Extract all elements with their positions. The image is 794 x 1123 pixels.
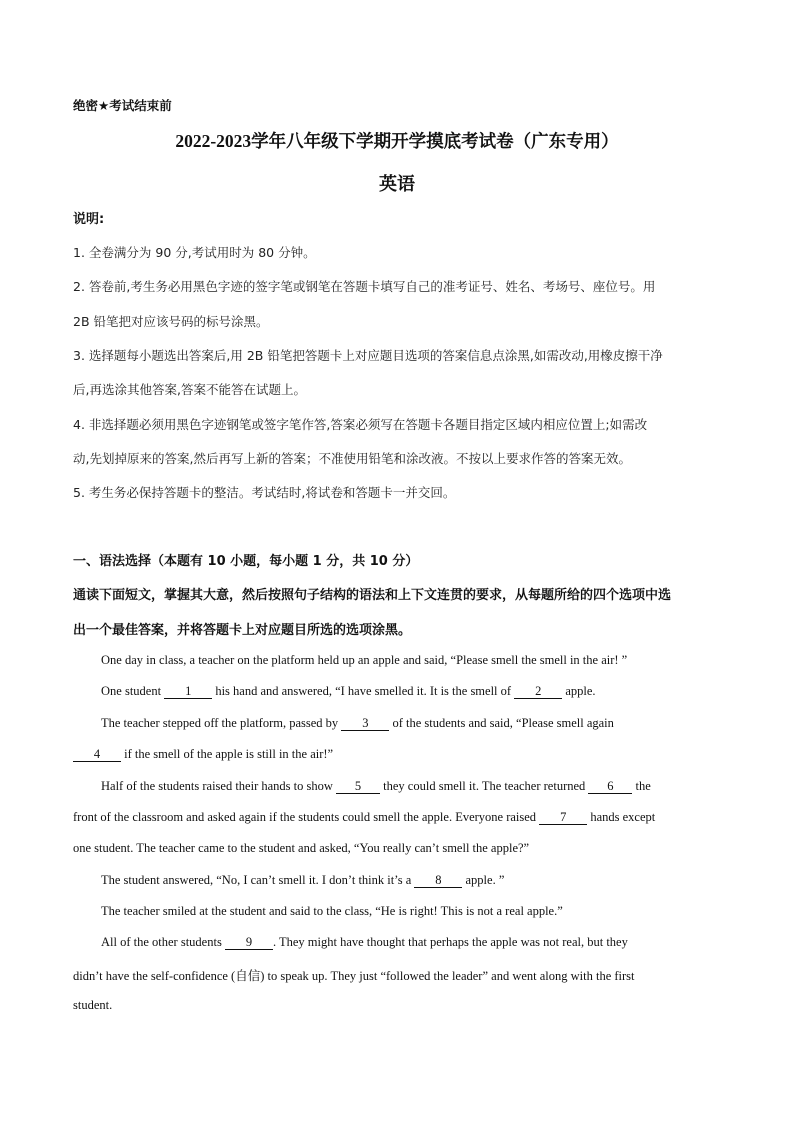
note-line: 2. 答卷前,考生务必用黑色字迹的签字笔或钢笔在答题卡填写自己的准考证号、姓名、考场号、座位号。用 — [73, 279, 656, 294]
blank-1[interactable]: 1 — [164, 685, 212, 699]
blank-4[interactable]: 4 — [73, 748, 121, 762]
passage-line: didn’t have the self-confidence (自信) to speak up. They just “followed the leader” and went along with the first — [73, 969, 635, 983]
exam-title: 2022-2023学年八年级下学期开学摸底考试卷（广东专用） — [175, 131, 619, 151]
confidential-label: 绝密★考试结束前 — [73, 98, 172, 113]
blank-6[interactable]: 6 — [588, 780, 632, 794]
passage-line: 4 if the smell of the apple is still in the air!” — [73, 747, 333, 762]
notes-heading: 说明: — [73, 212, 105, 227]
note-line: 2B 铅笔把对应该号码的标号涂黑。 — [73, 314, 269, 329]
note-line: 5. 考生务必保持答题卡的整洁。考试结时,将试卷和答题卡一并交回。 — [73, 485, 456, 500]
passage-line: The student answered, “No, I can’t smell it. I don’t think it’s a 8 apple. ” — [101, 873, 505, 887]
note-line: 3. 选择题每小题选出答案后,用 2B 铅笔把答题卡上对应题目选项的答案信息点涂黑,如需改动,用橡皮擦干净 — [73, 348, 663, 363]
subject-title: 英语 — [379, 174, 415, 195]
passage-line: One day in class, a teacher on the platform held up an apple and said, “Please smell the smell in the air! ” — [101, 653, 628, 667]
note-line: 动,先划掉原来的答案,然后再写上新的答案；不准使用铅笔和涂改液。不按以上要求作答的答案无效。 — [73, 451, 631, 466]
passage-line: front of the classroom and asked again if the students could smell the apple. Everyone raised 7 hands except — [73, 810, 656, 824]
blank-7[interactable]: 7 — [539, 811, 587, 825]
blank-2[interactable]: 2 — [514, 685, 562, 699]
passage-line: The teacher stepped off the platform, passed by 3 of the students and said, “Please smell again — [101, 716, 614, 730]
passage-line: All of the other students 9 . They might have thought that perhaps the apple was not real, but they — [101, 935, 628, 949]
blank-5[interactable]: 5 — [336, 780, 380, 794]
note-line: 后,再选涂其他答案,答案不能答在试题上。 — [73, 382, 306, 397]
passage-line: The teacher smiled at the student and said to the class, “He is right! This is not a real apple.” — [101, 904, 563, 918]
passage-line: student. — [73, 998, 113, 1012]
section-instructions: 出一个最佳答案，并将答题卡上对应题目所选的选项涂黑。 — [73, 623, 412, 638]
blank-9[interactable]: 9 — [225, 936, 273, 950]
note-line: 1. 全卷满分为 90 分,考试用时为 80 分钟。 — [73, 245, 316, 260]
passage-line: one student. The teacher came to the student and asked, “You really can’t smell the apple?” — [73, 841, 530, 855]
blank-8[interactable]: 8 — [414, 874, 462, 888]
section-heading: 一、语法选择（本题有 10 小题，每小题 1 分，共 10 分） — [73, 554, 419, 569]
passage-line: One student 1 his hand and answered, “I have smelled it. It is the smell of 2 apple. — [101, 684, 596, 698]
blank-3[interactable]: 3 — [341, 717, 389, 731]
passage-line: Half of the students raised their hands to show 5 they could smell it. The teacher returned 6 the — [101, 779, 651, 793]
section-instructions: 通读下面短文，掌握其大意，然后按照句子结构的语法和上下文连贯的要求，从每题所给的四个选项中选 — [73, 588, 672, 603]
note-line: 4. 非选择题必须用黑色字迹钢笔或签字笔作答,答案必须写在答题卡各题目指定区域内相应位置上;如需改 — [73, 417, 648, 432]
